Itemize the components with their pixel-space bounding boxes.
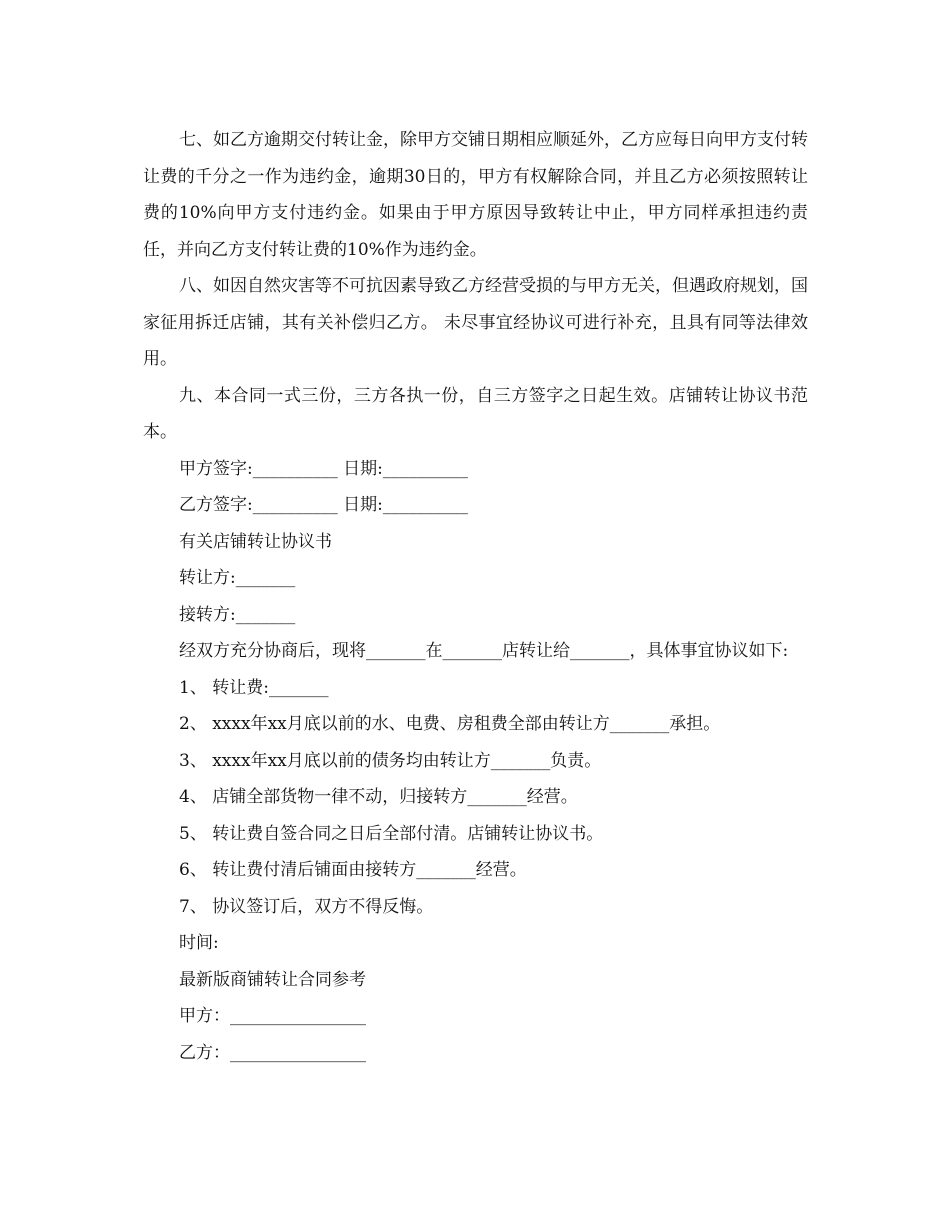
- time-label: 时间:: [179, 933, 219, 953]
- party-a-line: 甲方：________________: [179, 1006, 366, 1026]
- agreement-item: 5、 转让费自签合同之日后全部付清。店铺转让协议书。: [179, 823, 604, 844]
- agreement-title: 有关店铺转让协议书: [179, 531, 332, 552]
- agreement-item: 4、 店铺全部货物一律不动，归接转方_______经营。: [179, 787, 578, 807]
- agreement-item: 2、 xxxx年xx月底以前的水、电费、房租费全部由转让方_______承担。: [179, 714, 721, 734]
- agreement-item: 1、 转让费:_______: [179, 677, 329, 698]
- agreement-item: 6、 转让费付清后铺面由接转方_______经营。: [179, 860, 527, 880]
- agreement-item: 7、 协议签订后，双方不得反悔。: [179, 896, 434, 917]
- agreement-intro: 经双方充分协商后，现将_______在_______店转让给_______，具体事宜协议如下:: [179, 641, 789, 661]
- transferee-line: 接转方:_______: [179, 604, 296, 625]
- party-b-signature-line: 乙方签字:__________ 日期:__________: [179, 495, 468, 515]
- reference-title: 最新版商铺转让合同参考: [179, 969, 366, 990]
- document-page: [143, 122, 808, 1071]
- party-b-line: 乙方：________________: [179, 1042, 366, 1063]
- clause-nine: 九、本合同一式三份，三方各执一份，自三方签字之日起生效。店铺转让协议书范本。: [143, 385, 808, 442]
- clause-eight: 八、如因自然灾害等不可抗因素导致乙方经营受损的与甲方无关，但遇政府规划，国家征用拆迁店铺，其有关补偿归乙方。 未尽事宜经协议可进行补充，且具有同等法律效用。: [143, 276, 808, 369]
- party-a-signature-line: 甲方签字:__________ 日期:__________: [179, 458, 468, 479]
- clause-seven: 七、如乙方逾期交付转让金，除甲方交铺日期相应顺延外，乙方应每日向甲方支付转让费的千分之一作为违约金，逾期30日的，甲方有权解除合同，并且乙方必须按照转让费的10%向甲方支付违约金。如果由于甲方原因导致转让中止，甲方同样承担违约责任，并向乙方支付转让费的10%作为违约金。: [143, 130, 808, 260]
- agreement-item: 3、 xxxx年xx月底以前的债务均由转让方_______负责。: [179, 750, 602, 771]
- transferor-line: 转让方:_______: [179, 568, 296, 588]
